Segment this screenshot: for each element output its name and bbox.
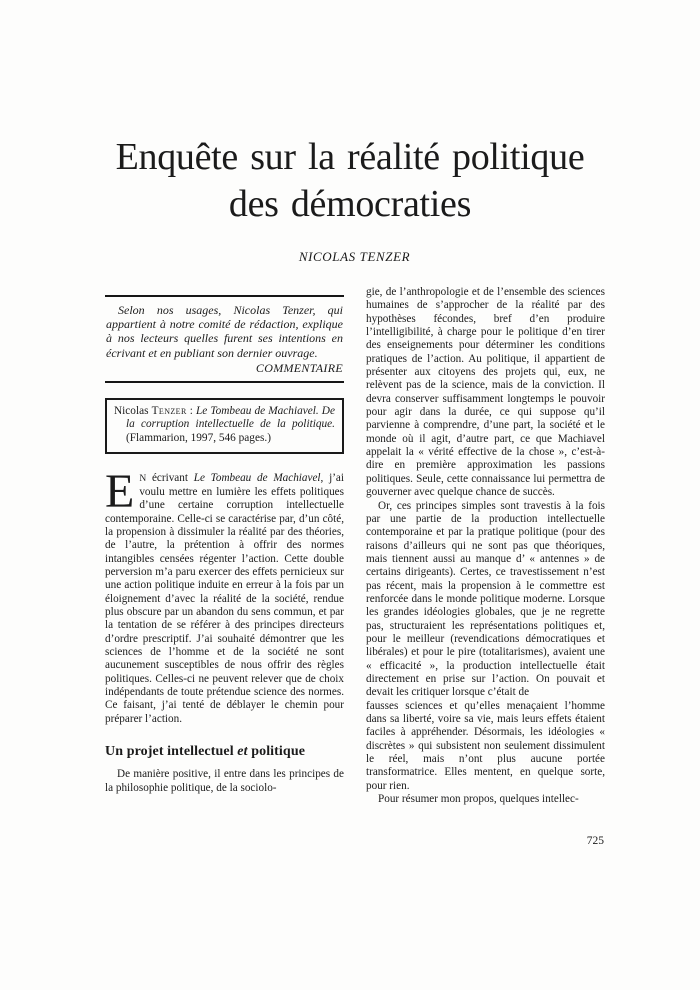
reference-box [105,398,344,454]
left-column [105,295,344,795]
page-number: 725 [586,835,604,847]
article-title-line-2: des démocraties [228,183,472,225]
dropcap-letter: E [105,464,135,518]
section-heading-et: et [237,744,248,760]
author-byline: NICOLAS TENZER [298,249,411,264]
opening-paragraph-text: écrivant [146,471,194,484]
reference-author-first: Nicolas [114,404,152,417]
right-column [366,286,605,806]
reference-publisher: (Flammarion, 1997, 546 pages.) [126,432,271,444]
commentaire-label: COMMENTAIRE [255,360,343,375]
article-title [0,134,700,228]
lead-smallcap: N [139,473,147,484]
book-title-inline: Le Tombeau de Machiavel [193,471,321,484]
reference-book-title: Le Tombeau de Machiavel. De la corruption intellectuelle de la politique. [126,404,335,431]
opening-paragraph-rest: , j’ai voulu mettre en lumière les effets politiques d’une certaine corruption intellectuelle contemporaine. Celle-ci se caractérise par, d’un côté, la propension à dissimuler la réalité par des théories, de l’autre, la prétention à offrir des normes intangibles censées régenter l’action. Cette double perversion m’a paru exercer des effets pernicieux sur une action politique induite en erreur à la fois par un éloignement d’avec la réalité de la société, rendue plus obscure par un abandon du sens commun, et par la tentation de se référer à des principes directeurs d’ordre prescriptif. J’ai souhaité démontrer que les sciences de l’homme et de la société ne sont aucunement susceptibles de nous offrir des règles politiques. Celles-ci ne peuvent relever que de choix indépendants de toute prétendue science des normes. Ce faisant, j’ai tenté de déblayer le chemin pour préparer l’action. [105,471,344,725]
left-column-paragraph: De manière positive, il entre dans les principes de la philosophie politique, de la sociolo- [105,768,344,794]
reference-citation [114,405,335,446]
right-column-paragraph-2: Or, ces principes simples sont travestis à la fois par une partie de la production intellectuelle contemporaine et par la pratique politique (pour des raisons d’ailleurs qui ne sont pas que théoriques, mais tiennent aussi au manque d’ « antennes » de certains dirigeants). Certes, ce travestissement n’est pas récent, mais la propension à le commettre est renforcée dans le monde politique moderne. Lorsque les grandes idéologies globales, que je ne regrette pas, structuraient les représentations politiques et, pour le meilleur (revendications démocratiques et libérales) et pour le pire (totalitarismes), avaient une « efficacité », la production intellectuelle était directement en prise sur l’action. On pouvait et devait les critiquer lorsque c’était de [366,499,605,699]
reference-author-last: Tenzer [151,404,187,417]
reference-separator: : [186,404,196,417]
editorial-note [105,295,344,383]
right-column-paragraph-3: fausses sciences et qu’elles menaçaient l’homme dans sa liberté, voire sa vie, mais leurs effets étaient faciles à appréhender. Désormais, les idéologies « discrètes » qui subsistent non seulement dissimulent le réel, mais n’ont plus aucune portée transformatrice. Elles mentent, en quelque sorte, pour rien. [366,699,605,792]
right-column-paragraph-4: Pour résumer mon propos, quelques intellec- [378,793,579,806]
opening-paragraph [105,464,344,727]
section-heading-part-2: politique [247,744,306,760]
section-heading [105,745,344,758]
article-title-line-1: Enquête sur la réalité politique [115,136,585,178]
section-heading-part-1: Un projet intellectuel [105,744,238,760]
editorial-note-text: Selon nos usages, Nicolas Tenzer, qui appartient à notre comité de rédaction, explique à nos lecteurs quelles furent ses intentions en écrivant et en publiant son dernier ouvrage. [106,303,343,360]
right-column-paragraph-1: gie, de l’anthropologie et de l’ensemble des sciences humaines de s’approcher de la réalité par des hypothèses fécondes, bref d’en produire l’intelligibilité, à charge pour le politique d’en tirer des enseignements pour déterminer les conditions pratiques de l’action. Au politique, il appartient de présenter aux citoyens des projets qui, eux, ne relèvent pas de la science, mais de la conviction. Il devra conserver suffisamment longtemps le pouvoir pour agir dans la durée, ce qui suppose qu’il parvienne à comprendre, d’une part, la société et le monde où il agit, d’autre part, ce que Machiavel appelait la « vérité effective de la chose », c’est-à-dire en première approximation les passions politiques. Seule, cette connaissance lui permettra de gouverner avec quelque chance de succès. [366,286,605,499]
